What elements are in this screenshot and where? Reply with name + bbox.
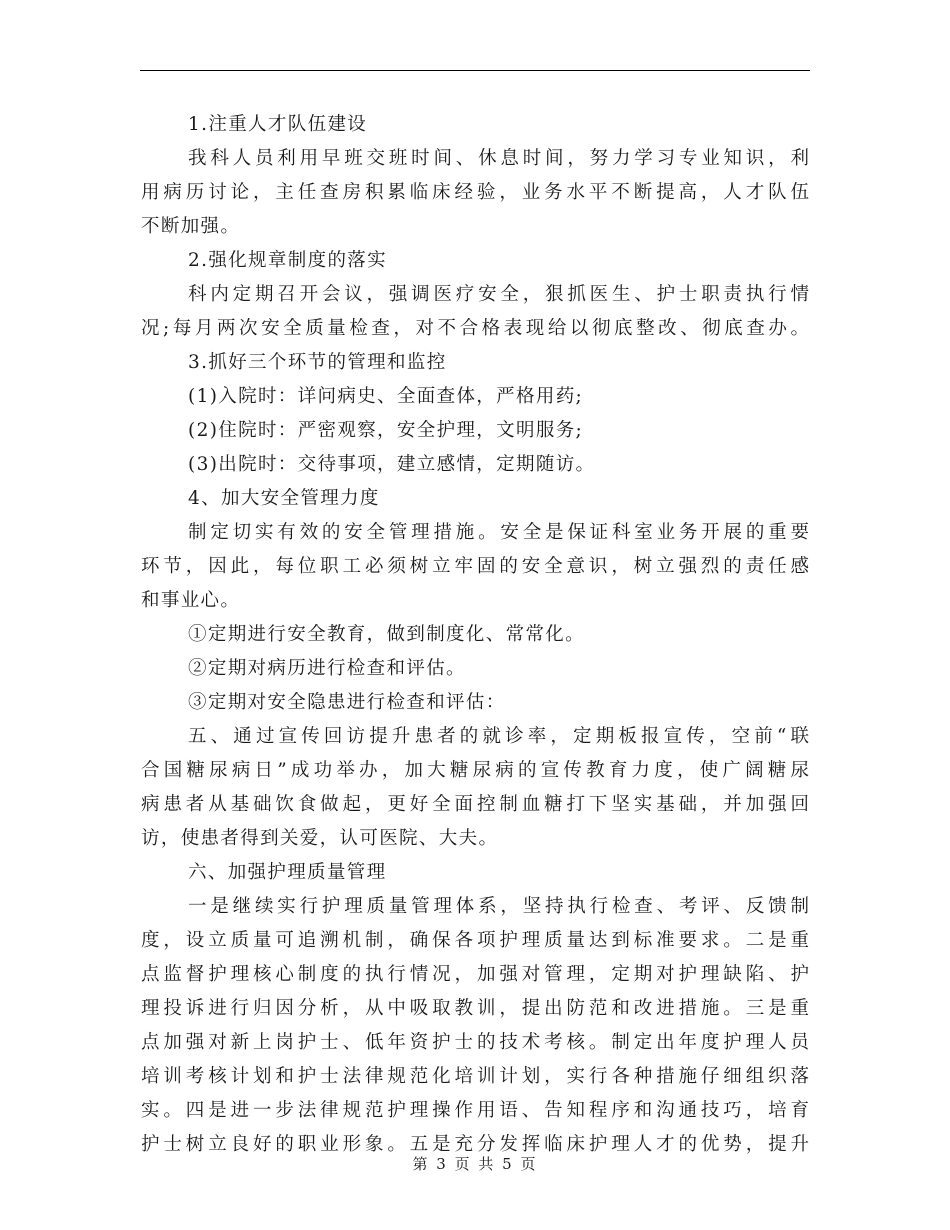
text-line: 和事业心。: [141, 590, 241, 611]
text-line: 3.抓好三个环节的管理和监控: [188, 352, 447, 373]
text-line: 4、加大安全管理力度: [188, 488, 380, 509]
text-line: 1.注重人才队伍建设: [188, 114, 368, 135]
text-line: 一是继续实行护理质量管理体系，坚持执行检查、考评、反馈制: [188, 896, 809, 917]
text-line: 制定切实有效的安全管理措施。安全是保证科室业务开展的重要: [188, 522, 809, 543]
text-line: 不断加强。: [141, 216, 241, 237]
text-line: 五、通过宣传回访提升患者的就诊率，定期板报宣传，空前“联: [188, 726, 809, 747]
text-line: ③定期对安全隐患进行检查和评估：: [188, 692, 506, 713]
text-line: 培训考核计划和护士法律规范化培训计划，实行各种措施仔细组织落: [141, 1066, 809, 1087]
text-line: 合国糖尿病日”成功举办，加大糖尿病的宣传教育力度，使广阔糖尿: [141, 760, 809, 781]
text-line: 用病历讨论，主任查房积累临床经验，业务水平不断提高，人才队伍: [141, 182, 809, 203]
text-line: 点加强对新上岗护士、低年资护士的技术考核。制定出年度护理人员: [141, 1032, 809, 1053]
text-line: (1)入院时：详问病史、全面查体，严格用药;: [188, 386, 584, 407]
text-line: 度，设立质量可追溯机制，确保各项护理质量达到标准要求。二是重: [141, 930, 809, 951]
text-line: 科内定期召开会议，强调医疗安全，狠抓医生、护士职责执行情: [188, 284, 809, 305]
document-body: [141, 108, 809, 1162]
text-line: (3)出院时：交待事项，建立感情，定期随访。: [188, 454, 596, 475]
text-line: (2)住院时：严密观察，安全护理，文明服务;: [188, 420, 584, 441]
text-line: 2.强化规章制度的落实: [188, 250, 388, 271]
text-line: ①定期进行安全教育，做到制度化、常常化。: [188, 624, 586, 645]
text-line: 环节，因此，每位职工必须树立牢固的安全意识，树立强烈的责任感: [141, 556, 809, 577]
text-line: ②定期对病历进行检查和评估。: [188, 658, 466, 679]
text-line: 理投诉进行归因分析，从中吸取教训，提出防范和改进措施。三是重: [141, 998, 809, 1019]
text-line: 护士树立良好的职业形象。五是充分发挥临床护理人才的优势，提升: [141, 1134, 809, 1155]
text-line: 点监督护理核心制度的执行情况，加强对管理，定期对护理缺陷、护: [141, 964, 809, 985]
text-line: 访，使患者得到关爱，认可医院、大夫。: [141, 828, 499, 849]
text-line: 实。四是进一步法律规范护理操作用语、告知程序和沟通技巧，培育: [141, 1100, 809, 1121]
page-number: 第 3 页 共 5 页: [412, 1155, 538, 1173]
text-line: 我科人员利用早班交班时间、休息时间，努力学习专业知识，利: [188, 148, 809, 169]
text-line: 六、加强护理质量管理: [188, 862, 387, 883]
header-rule: [140, 70, 810, 71]
text-line: 况;每月两次安全质量检查，对不合格表现给以彻底整改、彻底查办。: [141, 318, 809, 339]
text-line: 病患者从基础饮食做起，更好全面控制血糖打下坚实基础，并加强回: [141, 794, 809, 815]
